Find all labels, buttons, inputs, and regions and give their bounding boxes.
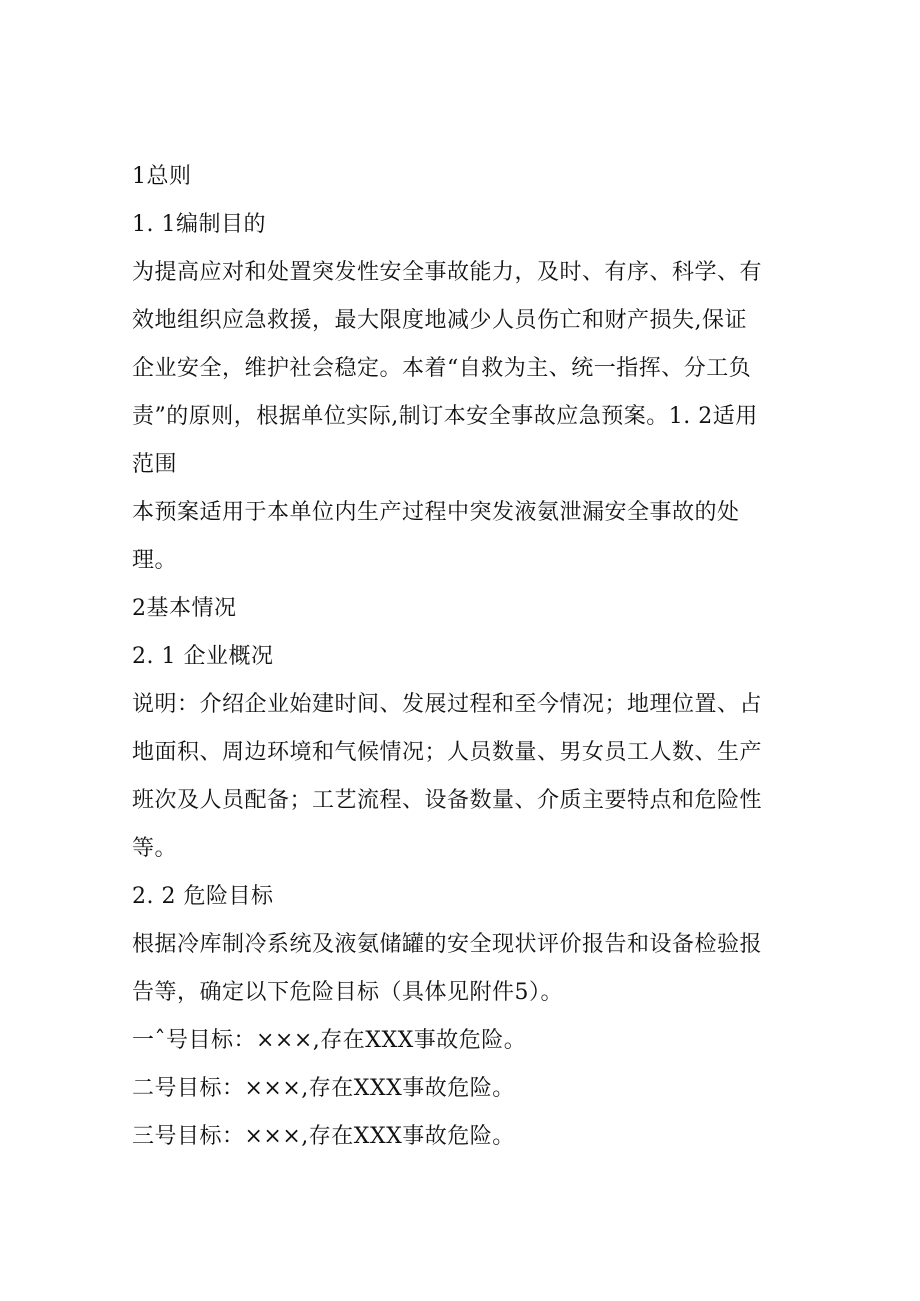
paragraph-line: 本预案适用于本单位内生产过程中突发液氨泄漏安全事故的处 xyxy=(132,500,740,525)
target-item-2: 二号目标：×××,存在XXX事故危险。 xyxy=(132,1076,515,1101)
paragraph-line: 效地组织应急救援，最大限度地减少人员伤亡和财产损失,保证 xyxy=(132,308,747,333)
section-2-2-paragraph xyxy=(132,930,782,1008)
paragraph-line: 理。 xyxy=(132,548,178,573)
paragraph-line: 为提高应对和处置突发性安全事故能力，及时、有序、科学、有 xyxy=(132,260,763,285)
section-2-2-title: 2. 2 危险目标 xyxy=(132,884,274,909)
section-1-title: 1总则 xyxy=(132,164,192,189)
section-2-1-title: 2. 1 企业概况 xyxy=(132,644,274,669)
section-1-1-paragraph xyxy=(132,258,782,480)
paragraph-line: 说明：介绍企业始建时间、发展过程和至今情况；地理位置、占 xyxy=(132,692,763,717)
section-2-1-paragraph xyxy=(132,690,782,864)
section-1-1-title: 1. 1编制目的 xyxy=(132,212,266,237)
paragraph-line: 责”的原则，根据单位实际,制订本安全事故应急预案。1. 2适用 xyxy=(132,404,758,429)
paragraph-line: 企业安全，维护社会稳定。本着“自救为主、统一指挥、分工负 xyxy=(132,356,752,381)
paragraph-line: 班次及人员配备；工艺流程、设备数量、介质主要特点和危险性 xyxy=(132,788,763,813)
target-item-3: 三号目标：×××,存在XXX事故危险。 xyxy=(132,1124,515,1149)
paragraph-line: 地面积、周边环境和气候情况；人员数量、男女员工人数、生产 xyxy=(132,740,763,765)
target-item-1: 一ˆ号目标：×××,存在XXX事故危险。 xyxy=(132,1028,527,1053)
section-2-title: 2基本情况 xyxy=(132,596,237,621)
paragraph-line: 根据冷库制冷系统及液氨储罐的安全现状评价报告和设备检验报 xyxy=(132,932,763,957)
paragraph-line: 范围 xyxy=(132,452,178,477)
paragraph-line: 告等，确定以下危险目标（具体见附件5）。 xyxy=(132,980,563,1005)
section-1-2-paragraph xyxy=(132,498,782,576)
paragraph-line: 等。 xyxy=(132,836,178,861)
document-page xyxy=(132,162,782,1170)
